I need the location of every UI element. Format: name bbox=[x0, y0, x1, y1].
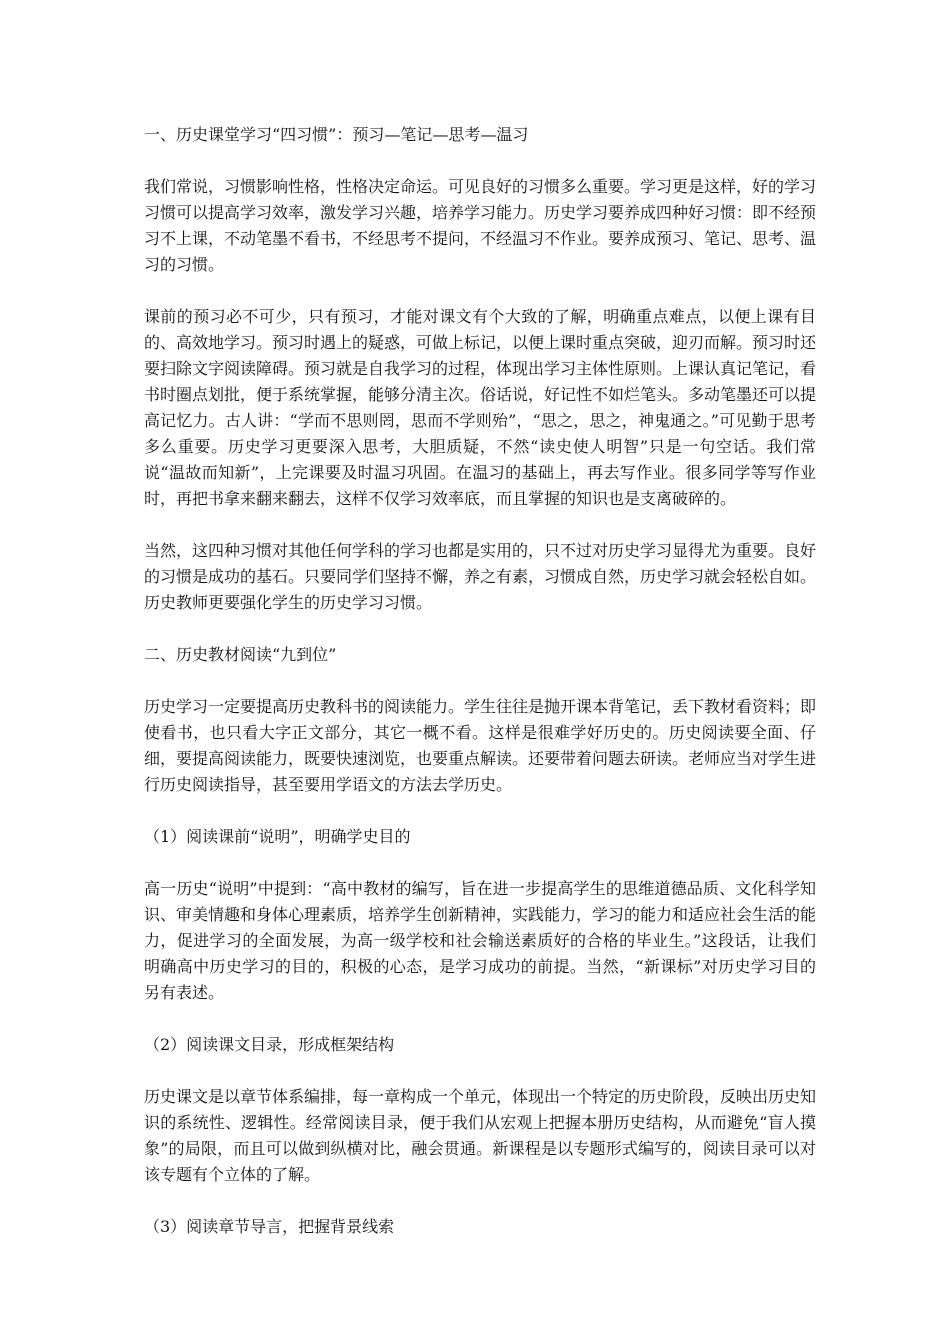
subheading-1: （1）阅读课前“说明”，明确学史目的 bbox=[144, 827, 411, 846]
paragraph-table-of-contents: 历史课文是以章节体系编排，每一章构成一个单元，体现出一个特定的历史阶段，反映出历史知识的系统性、逻辑性。经常阅读目录，便于我们从宏观上把握本册历史结构，从而避免“盲人摸象”的局限，而且可以做到纵横对比，融会贯通。新课程是以专题形式编写的，阅读目录可以对该专题有个立体的了解。 bbox=[144, 1087, 817, 1184]
paragraph-preview-notes: 课前的预习必不可少，只有预习，才能对课文有个大致的了解，明确重点难点，以便上课有目的、高效地学习。预习时遇上的疑惑，可做上标记，以便上课时重点突破，迎刃而解。预习时还要扫除文字阅读障碍。预习就是自我学习的过程，体现出学习主体性原则。上课认真记笔记，看书时圈点划批，便于系统掌握，能够分清主次。俗话说，好记性不如烂笔头。多动笔墨还可以提高记忆力。古人讲：“学而不思则罔，思而不学则殆”，“思之，思之，神鬼通之。”可见勤于思考多么重要。历史学习更要深入思考，大胆质疑，不然“读史使人明智”只是一句空话。我们常说“温故而知新”，上完课要及时温习巩固。在温习的基础上，再去写作业。很多同学等写作业时，再把书拿来翻来翻去，这样不仅学习效率底，而且掌握的知识也是支离破碎的。 bbox=[144, 307, 817, 508]
paragraph-textbook-reading: 历史学习一定要提高历史教科书的阅读能力。学生往往是抛开课本背笔记，丢下教材看资料；即使看书，也只看大字正文部分，其它一概不看。这样是很难学好历史的。历史阅读要全面、仔细，要提高阅读能力，既要快速浏览，也要重点解读。还要带着问题去研读。老师应当对学生进行历史阅读指导，甚至要用学语文的方法去学历史。 bbox=[144, 697, 817, 794]
section-heading-2: 二、历史教材阅读“九到位” bbox=[144, 645, 337, 664]
subheading-2: （2）阅读课文目录，形成框架结构 bbox=[144, 1035, 395, 1054]
subheading-3: （3）阅读章节导言，把握背景线索 bbox=[144, 1217, 395, 1236]
paragraph-explanation: 高一历史“说明”中提到：“高中教材的编写，旨在进一步提高学生的思维道德品质、文化科学知识、审美情趣和身体心理素质，培养学生创新精神，实践能力，学习的能力和适应社会生活的能力，促进学习的全面发展，为高一级学校和社会输送素质好的合格的毕业生。”这段话，让我们明确高中历史学习的目的，积极的心态，是学习成功的前提。当然，“新课标”对历史学习目的另有表述。 bbox=[144, 879, 817, 1002]
paragraph-habits-summary: 当然，这四种习惯对其他任何学科的学习也都是实用的，只不过对历史学习显得尤为重要。良好的习惯是成功的基石。只要同学们坚持不懈，养之有素，习惯成自然，历史学习就会轻松自如。历史教师更要强化学生的历史学习习惯。 bbox=[144, 541, 817, 612]
paragraph-habits-intro: 我们常说，习惯影响性格，性格决定命运。可见良好的习惯多么重要。学习更是这样，好的学习习惯可以提高学习效率，激发学习兴趣，培养学习能力。历史学习要养成四种好习惯：即不经预习不上课，不动笔墨不看书，不经思考不提问，不经温习不作业。要养成预习、笔记、思考、温习的习惯。 bbox=[144, 177, 817, 274]
section-heading-1: 一、历史课堂学习“四习惯”：预习—笔记—思考—温习 bbox=[144, 125, 529, 144]
document-page bbox=[144, 122, 816, 1266]
